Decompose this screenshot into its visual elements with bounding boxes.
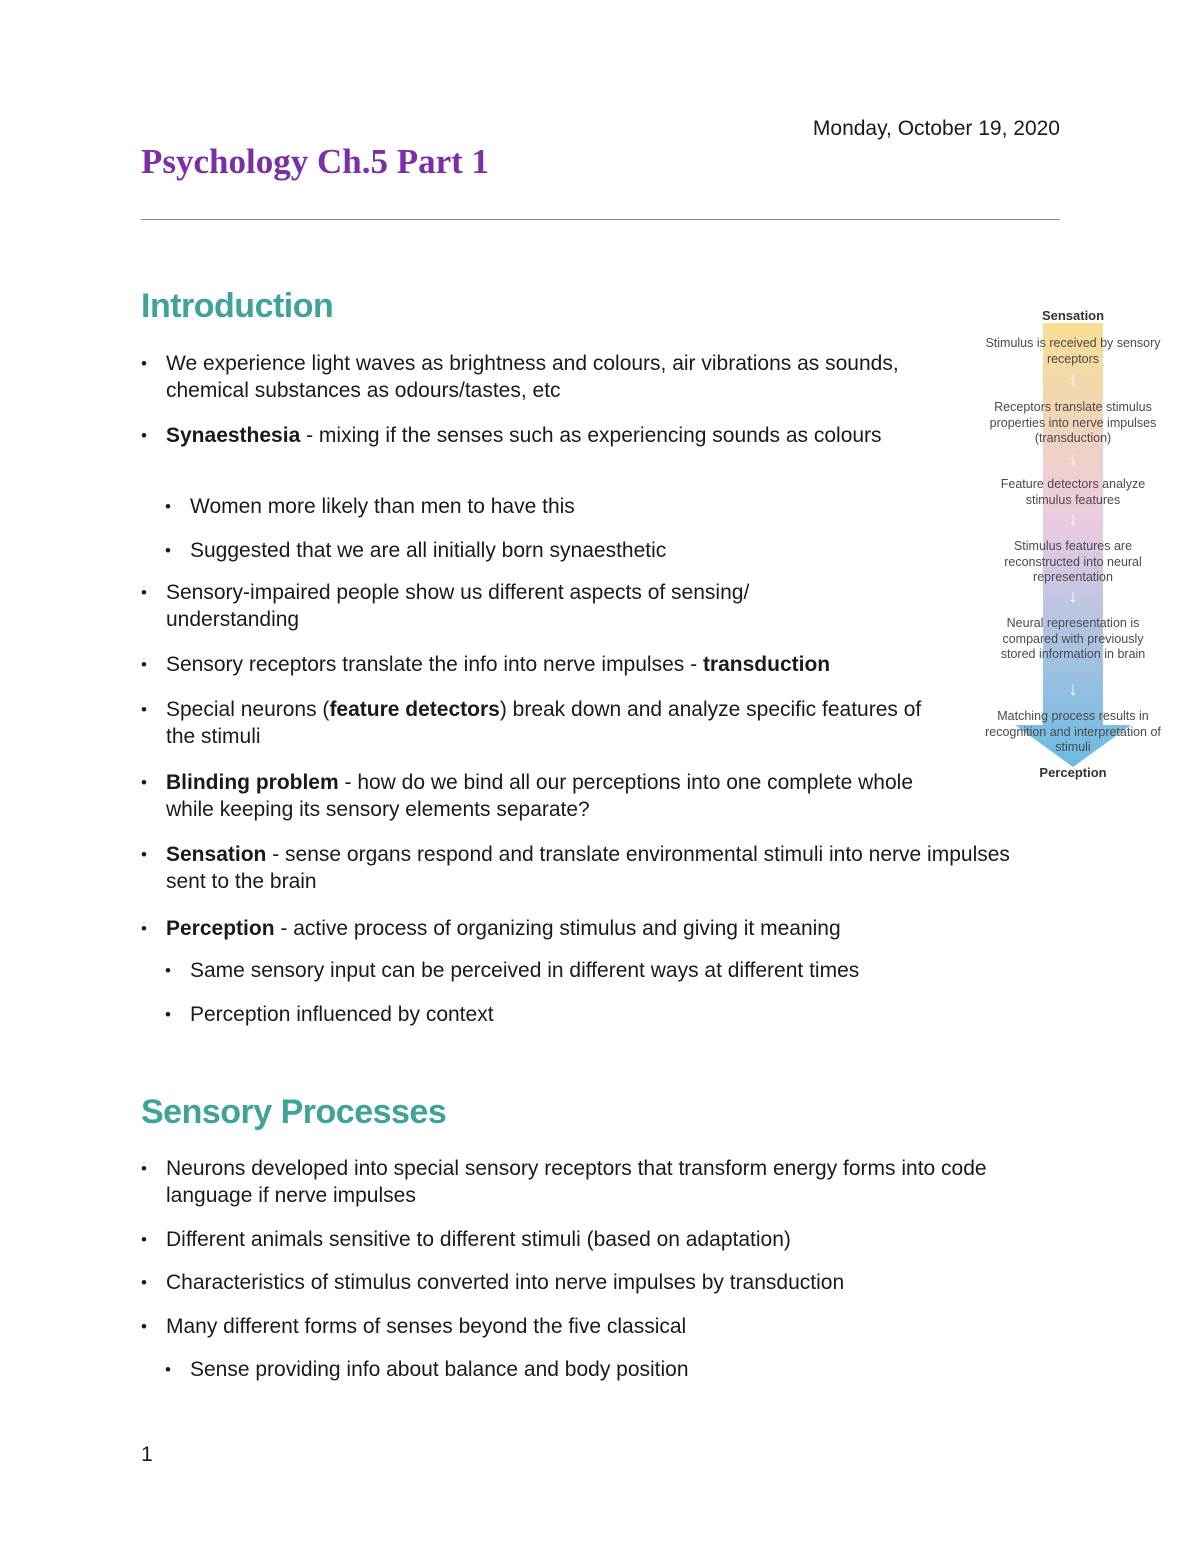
diagram-step: Neural representation is compared with previously stored information in brain xyxy=(1000,616,1146,661)
term-blinding-problem: Blinding problem xyxy=(166,771,339,794)
diagram-bottom-label: Perception xyxy=(1039,765,1107,780)
bullet-text: - how do we bind all our perceptions into one complete whole while keeping its sensory elements separate? xyxy=(166,771,913,821)
bullet-text: Sensory receptors translate the info into nerve impulses - xyxy=(166,653,703,676)
bullet-text: - sense organs respond and translate environmental stimuli into nerve impulses sent to the brain xyxy=(166,843,1010,893)
bullet-text: Different animals sensitive to different stimuli (based on adaptation) xyxy=(166,1228,791,1251)
list-item xyxy=(190,1356,1050,1383)
bullet-text: ) break down and analyze specific features of the stimuli xyxy=(166,698,922,748)
term-perception: Perception xyxy=(166,917,275,940)
bullet-text: - active process of organizing stimulus and giving it meaning xyxy=(274,917,841,940)
list-item xyxy=(190,957,1050,984)
list-item xyxy=(166,579,866,633)
title-divider xyxy=(141,219,1060,220)
bullet-text: Same sensory input can be perceived in different ways at different times xyxy=(190,959,860,982)
list-item xyxy=(166,1155,1051,1209)
bullet-text: Special neurons ( xyxy=(166,698,330,721)
page-title: Psychology Ch.5 Part 1 xyxy=(141,142,490,181)
date: Monday, October 19, 2020 xyxy=(812,117,1060,140)
diagram-step: Matching process results in recognition and interpretation of stimuli xyxy=(985,709,1161,754)
list-item xyxy=(166,841,1036,895)
heading-introduction: Introduction xyxy=(141,287,334,325)
term-transduction: transduction xyxy=(702,653,831,676)
list-item xyxy=(166,1226,1051,1253)
sensation-perception-diagram xyxy=(985,305,1165,785)
list-item xyxy=(190,537,950,564)
list-item xyxy=(166,769,966,823)
diagram-step: Stimulus is received by sensory receptors xyxy=(985,336,1161,366)
list-item xyxy=(190,493,950,520)
down-arrow-icon: ↓ xyxy=(1068,369,1078,389)
list-item xyxy=(166,696,926,750)
bullet-text: - mixing if the senses such as experiencing sounds as colours xyxy=(300,424,882,447)
heading-sensory-processes: Sensory Processes xyxy=(141,1093,447,1131)
down-arrow-icon: ↓ xyxy=(1068,586,1078,606)
bullet-text: Sensory-impaired people show us different aspects of sensing/ understanding xyxy=(166,581,750,631)
term-feature-detectors: feature detectors xyxy=(329,698,500,721)
page-number: 1 xyxy=(141,1443,153,1466)
down-arrow-icon: ↓ xyxy=(1068,679,1078,699)
diagram-step: Stimulus features are reconstructed into neural representation xyxy=(1004,539,1142,584)
bullet-text: Perception influenced by context xyxy=(190,1003,494,1026)
list-item xyxy=(190,1001,1050,1028)
term-sensation: Sensation xyxy=(166,843,267,866)
bullet-text: Many different forms of senses beyond the five classical xyxy=(166,1315,687,1338)
list-item xyxy=(166,1313,1051,1340)
list-item xyxy=(166,651,966,678)
down-arrow-icon: ↓ xyxy=(1068,449,1078,469)
list-item xyxy=(166,350,926,404)
bullet-text: Women more likely than men to have this xyxy=(190,495,575,518)
diagram-step: Feature detectors analyze stimulus features xyxy=(1000,477,1146,507)
bullet-text: Characteristics of stimulus converted into nerve impulses by transduction xyxy=(166,1271,845,1294)
term-synaesthesia: Synaesthesia xyxy=(166,424,301,447)
bullet-text: Sense providing info about balance and body position xyxy=(190,1358,689,1381)
bullet-text: We experience light waves as brightness and colours, air vibrations as sounds, chemical substances as odours/tastes, etc xyxy=(166,352,899,402)
bullet-text: Suggested that we are all initially born synaesthetic xyxy=(190,539,667,562)
list-item xyxy=(166,915,1046,942)
bullet-text: Neurons developed into special sensory receptors that transform energy forms into code language if nerve impulses xyxy=(166,1157,987,1207)
list-item xyxy=(166,422,926,449)
diagram-step: Receptors translate stimulus properties into nerve impulses (transduction) xyxy=(989,400,1157,445)
down-arrow-icon: ↓ xyxy=(1068,509,1078,529)
diagram-top-label: Sensation xyxy=(1041,308,1105,323)
list-item xyxy=(166,1269,1051,1296)
